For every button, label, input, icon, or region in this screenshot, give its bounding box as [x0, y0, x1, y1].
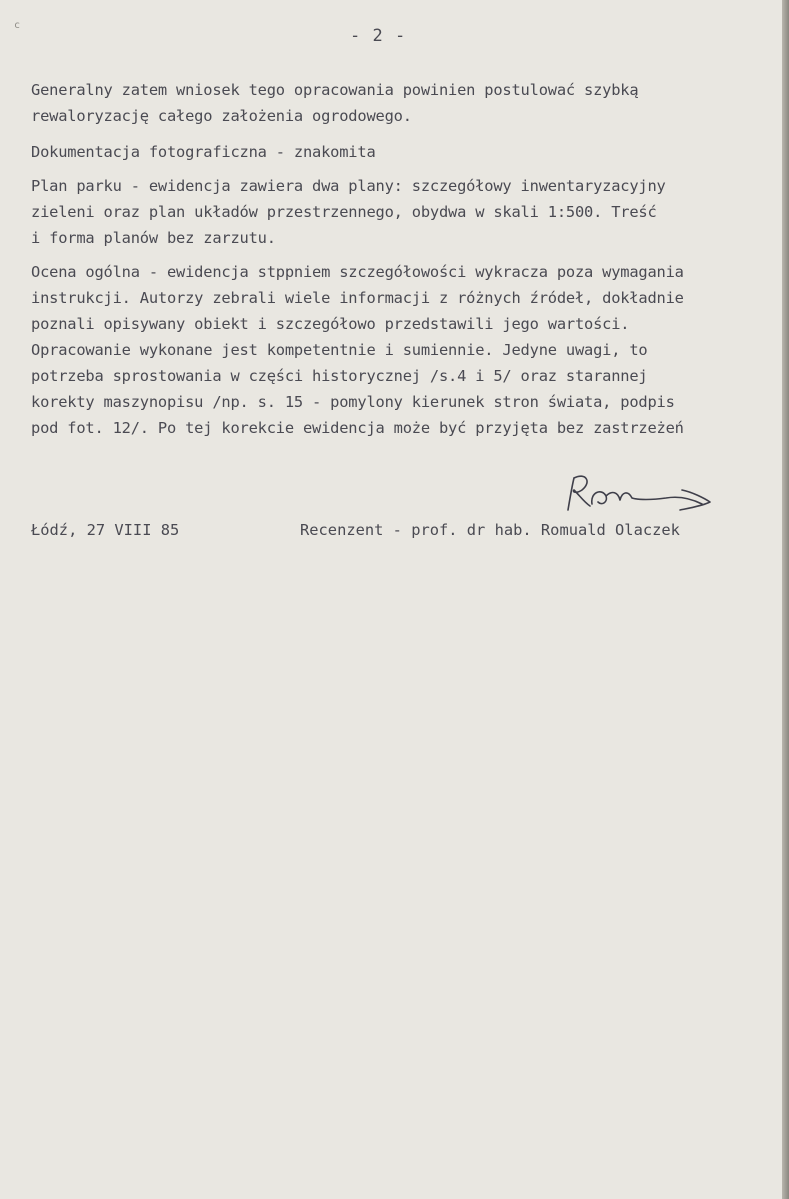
text-line: Dokumentacja fotograficzna - znakomita	[31, 143, 376, 161]
paragraph-park-plan	[31, 173, 666, 251]
text-line: rewaloryzację całego założenia ogrodowego.	[31, 107, 412, 125]
text-line: Plan parku - ewidencja zawiera dwa plany: szczegółowy inwentaryzacyjny	[31, 177, 666, 195]
paragraph-conclusion	[31, 77, 638, 129]
text-line: potrzeba sprostowania w części historycznej /s.4 i 5/ oraz starannej	[31, 367, 648, 385]
handwritten-signature	[562, 470, 722, 520]
text-line: instrukcji. Autorzy zebrali wiele informacji z różnych źródeł, dokładnie	[31, 289, 684, 307]
text-line: Ocena ogólna - ewidencja stppniem szczegółowości wykracza poza wymagania	[31, 263, 684, 281]
reviewer-line: Recenzent - prof. dr hab. Romuald Olaczek	[300, 521, 680, 539]
text-line: Opracowanie wykonane jest kompetentnie i sumiennie. Jedyne uwagi, to	[31, 341, 648, 359]
margin-mark: c	[14, 20, 21, 31]
text-line: zieleni oraz plan układów przestrzennego, obydwa w skali 1:500. Treść	[31, 203, 657, 221]
page-number: - 2 -	[350, 26, 407, 46]
paragraph-photo-documentation	[31, 139, 376, 165]
text-line: korekty maszynopisu /np. s. 15 - pomylony kierunek stron świata, podpis	[31, 393, 675, 411]
text-line: Generalny zatem wniosek tego opracowania powinien postulować szybką	[31, 81, 639, 99]
text-line: poznali opisywany obiekt i szczegółowo przedstawili jego wartości.	[31, 315, 630, 333]
text-line: pod fot. 12/. Po tej korekcie ewidencja może być przyjęta bez zastrzeżeń	[31, 419, 684, 437]
place-date: Łódź, 27 VIII 85	[31, 521, 180, 539]
text-line: i forma planów bez zarzutu.	[31, 229, 276, 247]
paper-edge	[782, 0, 789, 1199]
paragraph-general-assessment	[31, 259, 684, 441]
